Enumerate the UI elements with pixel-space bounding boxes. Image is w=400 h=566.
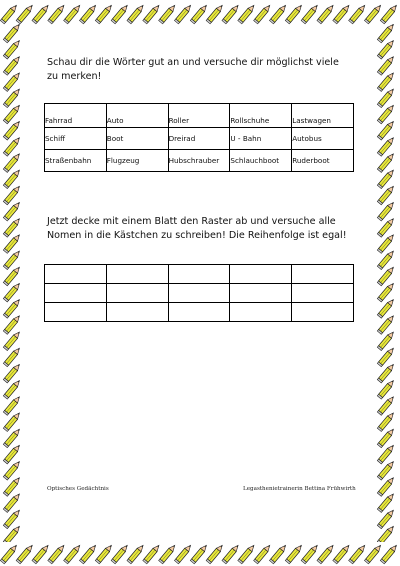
pencil-icon: [32, 4, 50, 24]
pencil-icon: [16, 4, 34, 24]
answer-cell[interactable]: [106, 284, 168, 303]
pencil-icon: [143, 4, 161, 24]
pencil-icon: [32, 544, 50, 564]
pencil-icon: [127, 4, 145, 24]
pencil-icon: [301, 4, 319, 24]
pencil-icon: [79, 4, 97, 24]
pencil-icon: [95, 4, 113, 24]
pencil-icon: [143, 544, 161, 564]
instruction-write: Jetzt decke mit einem Blatt den Raster ab und versuche alle Nomen in die Kästchen zu schreiben! Die Reihenfolge ist egal!: [47, 216, 347, 241]
pencil-icon: [0, 544, 18, 564]
pencil-icon: [64, 544, 82, 564]
pencil-icon: [380, 4, 398, 24]
answer-grid: [44, 264, 354, 322]
word-cell: Ruderboot: [292, 150, 354, 172]
pencil-icon: [364, 4, 382, 24]
answer-grid-row: [45, 284, 354, 303]
word-cell: Flugzeug: [106, 150, 168, 172]
pencil-icon: [380, 544, 398, 564]
word-cell: U - Bahn: [230, 128, 292, 150]
pencil-icon: [190, 4, 208, 24]
word-cell: Lastwagen: [292, 104, 354, 128]
answer-cell[interactable]: [45, 284, 107, 303]
word-grid-row: [45, 104, 354, 128]
pencil-border-right: [374, 24, 400, 542]
answer-cell[interactable]: [168, 265, 230, 284]
word-cell: Autobus: [292, 128, 354, 150]
pencil-icon: [254, 4, 272, 24]
word-cell: Fahrrad: [45, 104, 107, 128]
pencil-icon: [95, 544, 113, 564]
pencil-icon: [349, 4, 367, 24]
pencil-icon: [190, 544, 208, 564]
pencil-icon: [79, 544, 97, 564]
pencil-icon: [238, 544, 256, 564]
pencil-icon: [159, 4, 177, 24]
answer-grid-row: [45, 303, 354, 322]
answer-cell[interactable]: [292, 284, 354, 303]
answer-cell[interactable]: [45, 265, 107, 284]
word-cell: Straßenbahn: [45, 150, 107, 172]
pencil-icon: [174, 4, 192, 24]
pencil-icon: [174, 544, 192, 564]
pencil-icon: [16, 544, 34, 564]
pencil-icon: [206, 4, 224, 24]
answer-cell[interactable]: [168, 284, 230, 303]
answer-cell[interactable]: [106, 303, 168, 322]
pencil-icon: [127, 544, 145, 564]
pencil-icon: [301, 544, 319, 564]
word-cell: Dreirad: [168, 128, 230, 150]
answer-cell[interactable]: [45, 303, 107, 322]
pencil-icon: [349, 544, 367, 564]
footer-author: Legasthenietrainerin Bettina Frühwirth: [243, 486, 356, 492]
word-cell: Rollschuhe: [230, 104, 292, 128]
word-cell: Auto: [106, 104, 168, 128]
pencil-icon: [48, 4, 66, 24]
pencil-icon: [377, 24, 395, 43]
word-grid: [44, 103, 354, 172]
pencil-icon: [64, 4, 82, 24]
pencil-icon: [222, 4, 240, 24]
answer-cell[interactable]: [230, 265, 292, 284]
word-grid-row: [45, 128, 354, 150]
word-cell: Hubschrauber: [168, 150, 230, 172]
answer-cell[interactable]: [292, 265, 354, 284]
pencil-icon: [222, 544, 240, 564]
pencil-icon: [238, 4, 256, 24]
pencil-icon: [333, 544, 351, 564]
word-grid-row: [45, 150, 354, 172]
pencil-icon: [254, 544, 272, 564]
answer-grid-row: [45, 265, 354, 284]
pencil-icon: [3, 24, 21, 43]
pencil-icon: [206, 544, 224, 564]
pencil-icon: [333, 4, 351, 24]
footer-title: Optisches Gedächtnis: [47, 486, 109, 492]
pencil-icon: [48, 544, 66, 564]
word-cell: Boot: [106, 128, 168, 150]
answer-cell[interactable]: [230, 303, 292, 322]
answer-cell[interactable]: [106, 265, 168, 284]
pencil-icon: [159, 544, 177, 564]
answer-cell[interactable]: [230, 284, 292, 303]
pencil-icon: [285, 544, 303, 564]
word-cell: Roller: [168, 104, 230, 128]
instruction-memorize: Schau dir die Wörter gut an und versuche dir möglichst viele zu merken!: [47, 57, 339, 82]
pencil-icon: [364, 544, 382, 564]
pencil-icon: [0, 4, 18, 24]
pencil-icon: [317, 4, 335, 24]
pencil-icon: [111, 4, 129, 24]
pencil-icon: [317, 544, 335, 564]
word-cell: Schlauchboot: [230, 150, 292, 172]
pencil-border-left: [0, 24, 26, 542]
pencil-icon: [111, 544, 129, 564]
pencil-border-top: [0, 0, 400, 26]
pencil-border-bottom: [0, 540, 400, 566]
answer-cell[interactable]: [168, 303, 230, 322]
answer-cell[interactable]: [292, 303, 354, 322]
pencil-icon: [269, 544, 287, 564]
pencil-icon: [269, 4, 287, 24]
word-cell: Schiff: [45, 128, 107, 150]
pencil-icon: [285, 4, 303, 24]
